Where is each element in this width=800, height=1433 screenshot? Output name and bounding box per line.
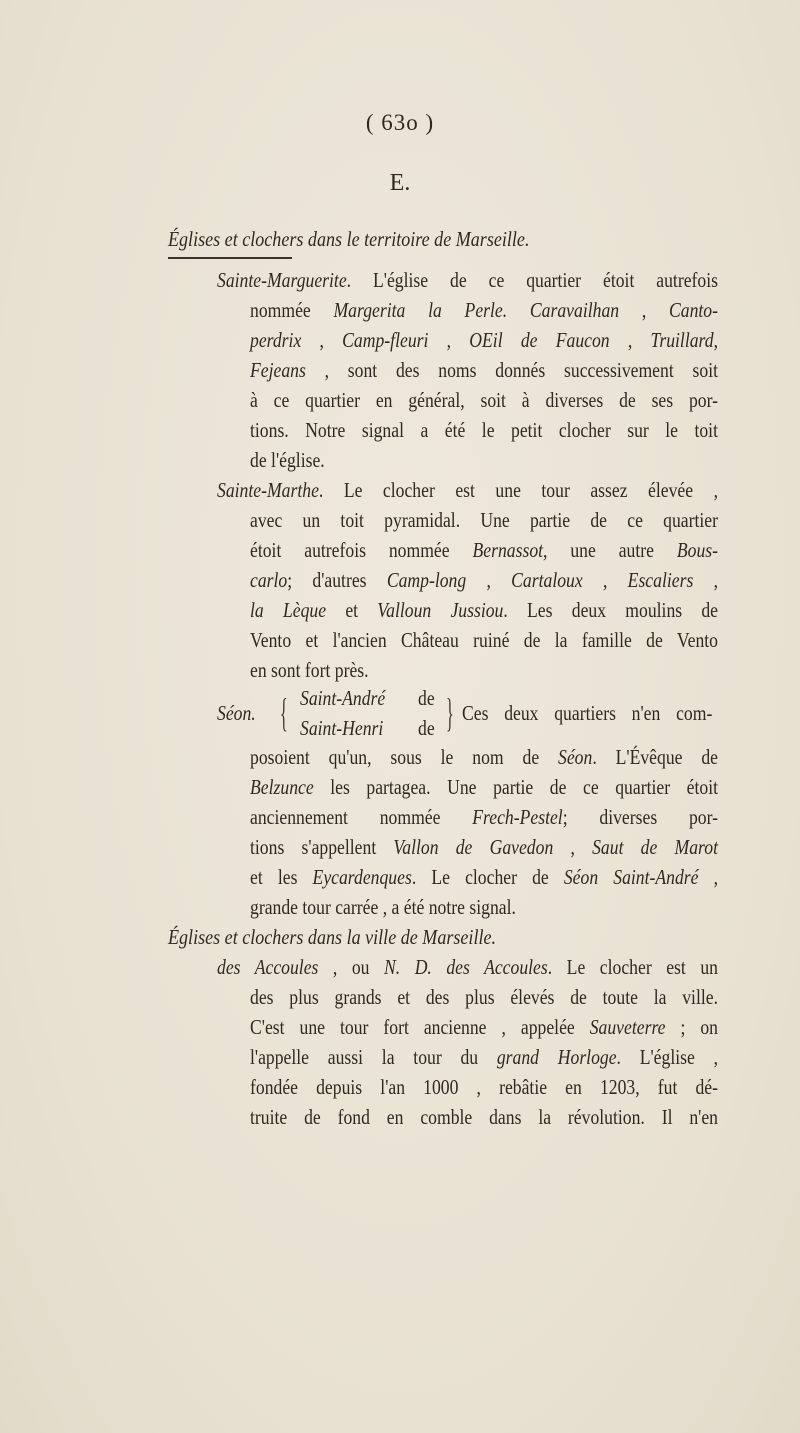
italic-name: carlo: [250, 568, 288, 592]
text-run: ,: [428, 328, 470, 352]
text-run: ,: [301, 328, 343, 352]
italic-name: OEil de Faucon: [469, 328, 610, 352]
text-run: ,: [582, 568, 628, 592]
text-run: et: [326, 598, 378, 622]
text-line: [250, 655, 718, 685]
italic-name: Cartaloux: [511, 568, 583, 592]
text-run: en sont fort près.: [250, 658, 369, 682]
text-run: et les: [250, 865, 313, 889]
text-run: posoient qu'un, sous le nom de: [250, 745, 559, 769]
italic-name: N. D. des Accoules: [384, 955, 548, 979]
italic-name: Camp-long: [386, 568, 467, 592]
seon-label: Séon.: [217, 701, 256, 725]
text-line: [250, 772, 718, 802]
text-line: [250, 982, 718, 1012]
text-run: l'appelle aussi la tour du: [250, 1045, 497, 1069]
text-run: ,: [466, 568, 512, 592]
text-line: [217, 952, 718, 982]
text-run: tions. Notre signal a été le petit clocher sur le toit: [250, 418, 718, 442]
italic-name: des Accoules: [217, 955, 319, 979]
text-line: [250, 1042, 718, 1072]
de-label-bottom: de: [418, 716, 435, 740]
text-run: C'est une tour fort ancienne , appelée: [250, 1015, 590, 1039]
text-run: étoit autrefois nommée: [250, 538, 473, 562]
text-line: [217, 475, 718, 505]
text-run: à ce quartier en général, soit à diverses de ses por-: [250, 388, 718, 412]
text-line: [250, 802, 718, 832]
text-run: . Le clocher est un: [547, 955, 718, 979]
heading-rule: [168, 257, 292, 259]
text-run: . L'Évêque de: [592, 745, 718, 769]
text-run: ; on: [665, 1015, 718, 1039]
de-label-top: de: [418, 686, 435, 710]
text-line: [250, 832, 718, 862]
text-run: des plus grands et des plus élevés de toute la ville.: [250, 985, 718, 1009]
italic-name: Sainte-Marguerite: [217, 268, 347, 292]
italic-name: Camp-fleuri: [342, 328, 429, 352]
text-line: [250, 625, 718, 655]
text-run: Vento et l'ancien Château ruiné de la famille de Vento: [250, 628, 718, 652]
text-line: [250, 892, 718, 922]
italic-name: Fejeans: [250, 358, 306, 382]
italic-name: Canto-: [669, 298, 719, 322]
text-line: [250, 385, 718, 415]
text-run: . L'église ,: [616, 1045, 718, 1069]
text-line: [250, 1102, 718, 1132]
saint-henri-label: Saint-Henri: [300, 716, 384, 740]
italic-name: grand Horloge: [496, 1045, 617, 1069]
text-line: [250, 742, 718, 772]
text-run: ,: [553, 835, 593, 859]
italic-name: Sauveterre: [589, 1015, 666, 1039]
text-run: de l'église.: [250, 448, 325, 472]
left-brace-icon: {: [280, 690, 288, 735]
text-line: [250, 505, 718, 535]
text-line: [250, 565, 718, 595]
text-run: ,: [609, 328, 651, 352]
text-run: ,: [698, 865, 719, 889]
text-line: [217, 265, 718, 295]
text-line: [250, 535, 718, 565]
text-run: truite de fond en comble dans la révolution. Il n'en: [250, 1105, 718, 1129]
text-run: . L'église de ce quartier étoit autrefois: [346, 268, 718, 292]
italic-name: Escaliers: [627, 568, 694, 592]
italic-name: perdrix: [250, 328, 302, 352]
text-line: [250, 355, 718, 385]
text-run: ,: [619, 298, 670, 322]
italic-name: la Lèque: [250, 598, 327, 622]
section-heading-city: Églises et clochers dans la ville de Marseille.: [168, 925, 497, 949]
text-run: avec un toit pyramidal. Une partie de ce quartier: [250, 508, 718, 532]
text-run: , une autre: [543, 538, 677, 562]
saint-andre-label: Saint-André: [300, 686, 386, 710]
text-line: [250, 415, 718, 445]
italic-name: Saut de Marot: [592, 835, 718, 859]
italic-name: Sainte-Marthe: [217, 478, 319, 502]
text-run: grande tour carrée , a été notre signal.: [250, 895, 516, 919]
text-line: [250, 295, 718, 325]
text-run: . Les deux moulins de: [503, 598, 719, 622]
text-run: nommée: [250, 298, 334, 322]
right-brace-icon: }: [446, 690, 454, 735]
italic-name: Frech-Pestel: [472, 805, 563, 829]
italic-name: Valloun Jussiou: [377, 598, 504, 622]
text-run: ,: [713, 328, 718, 352]
text-run: ; diverses por-: [562, 805, 719, 829]
italic-name: Belzunce: [250, 775, 314, 799]
text-run: , ou: [318, 955, 385, 979]
italic-name: Eycardenques: [312, 865, 412, 889]
text-run: les partagea. Une partie de ce quartier étoit: [313, 775, 718, 799]
seon-brace-text: Ces deux quartiers n'en com-: [462, 701, 713, 725]
italic-name: Bous-: [676, 538, 719, 562]
text-run: . Le clocher est une tour assez élevée ,: [318, 478, 718, 502]
text-run: anciennement nommée: [250, 805, 473, 829]
text-run: ; d'autres: [287, 568, 387, 592]
text-line: [250, 325, 718, 355]
italic-name: Séon: [558, 745, 593, 769]
text-line: [250, 445, 718, 475]
text-line: [250, 862, 718, 892]
italic-name: Vallon de Gavedon: [393, 835, 554, 859]
text-line: [250, 1012, 718, 1042]
text-run: , sont des noms donnés successivement soit: [305, 358, 718, 382]
text-run: ,: [693, 568, 719, 592]
section-letter: E.: [389, 170, 411, 196]
text-run: . Le clocher de: [411, 865, 564, 889]
text-line: [250, 595, 718, 625]
text-run: fondée depuis l'an 1000 , rebâtie en 1203, fut dé-: [250, 1075, 718, 1099]
text-line: [250, 1072, 718, 1102]
italic-name: Truillard: [650, 328, 714, 352]
page-number: ( 63o ): [365, 110, 435, 135]
italic-name: Margerita la Perle. Caravailhan: [333, 298, 620, 322]
text-run: tions s'appellent: [250, 835, 394, 859]
section-heading-territory: Églises et clochers dans le territoire de Marseille.: [168, 227, 530, 251]
italic-name: Bernassot: [472, 538, 544, 562]
italic-name: Séon Saint-André: [563, 865, 699, 889]
